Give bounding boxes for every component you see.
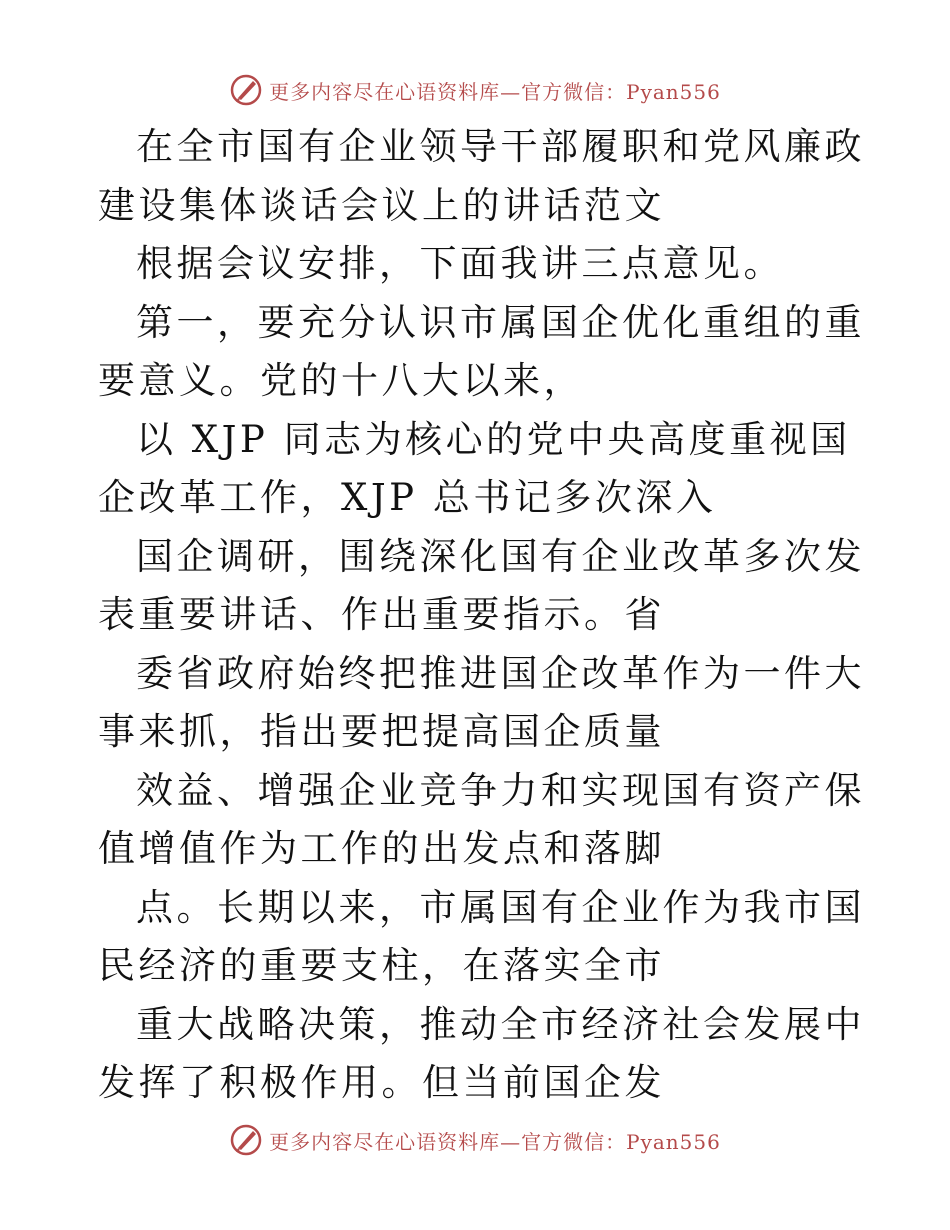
paragraph: 以 XJP 同志为核心的党中央高度重视国企改革工作，XJP 总书记多次深入 [98,417,851,519]
quill-pen-logo-icon [229,73,263,107]
document-title: 在全市国有企业领导干部履职和党风廉政建设集体谈话会议上的讲话范文 [98,125,865,227]
paragraph: 点。长期以来，市属国有企业作为我市国民经济的重要支柱，在落实全市 [98,885,865,987]
watermark-text: 更多内容尽在心语资料库—官方微信：Pyan556 [269,1129,721,1154]
paragraph: 国企调研，围绕深化国有企业改革多次发表重要讲话、作出重要指示。省 [98,534,865,636]
footer-watermark-banner [0,1120,950,1160]
paragraph: 重大战略决策，推动全市经济社会发展中发挥了积极作用。但当前国企发 [98,1002,865,1104]
watermark-text: 更多内容尽在心语资料库—官方微信：Pyan556 [269,79,721,104]
header-watermark-banner [0,70,950,110]
document-body [98,118,868,1113]
paragraph: 委省政府始终把推进国企改革作为一件大事来抓，指出要把提高国企质量 [98,651,865,753]
paragraph: 根据会议安排，下面我讲三点意见。 [136,242,784,285]
paragraph: 第一，要充分认识市属国企优化重组的重要意义。党的十八大以来， [98,300,865,402]
paragraph: 效益、增强企业竞争力和实现国有资产保值增值作为工作的出发点和落脚 [98,768,865,870]
quill-pen-logo-icon [229,1123,263,1157]
